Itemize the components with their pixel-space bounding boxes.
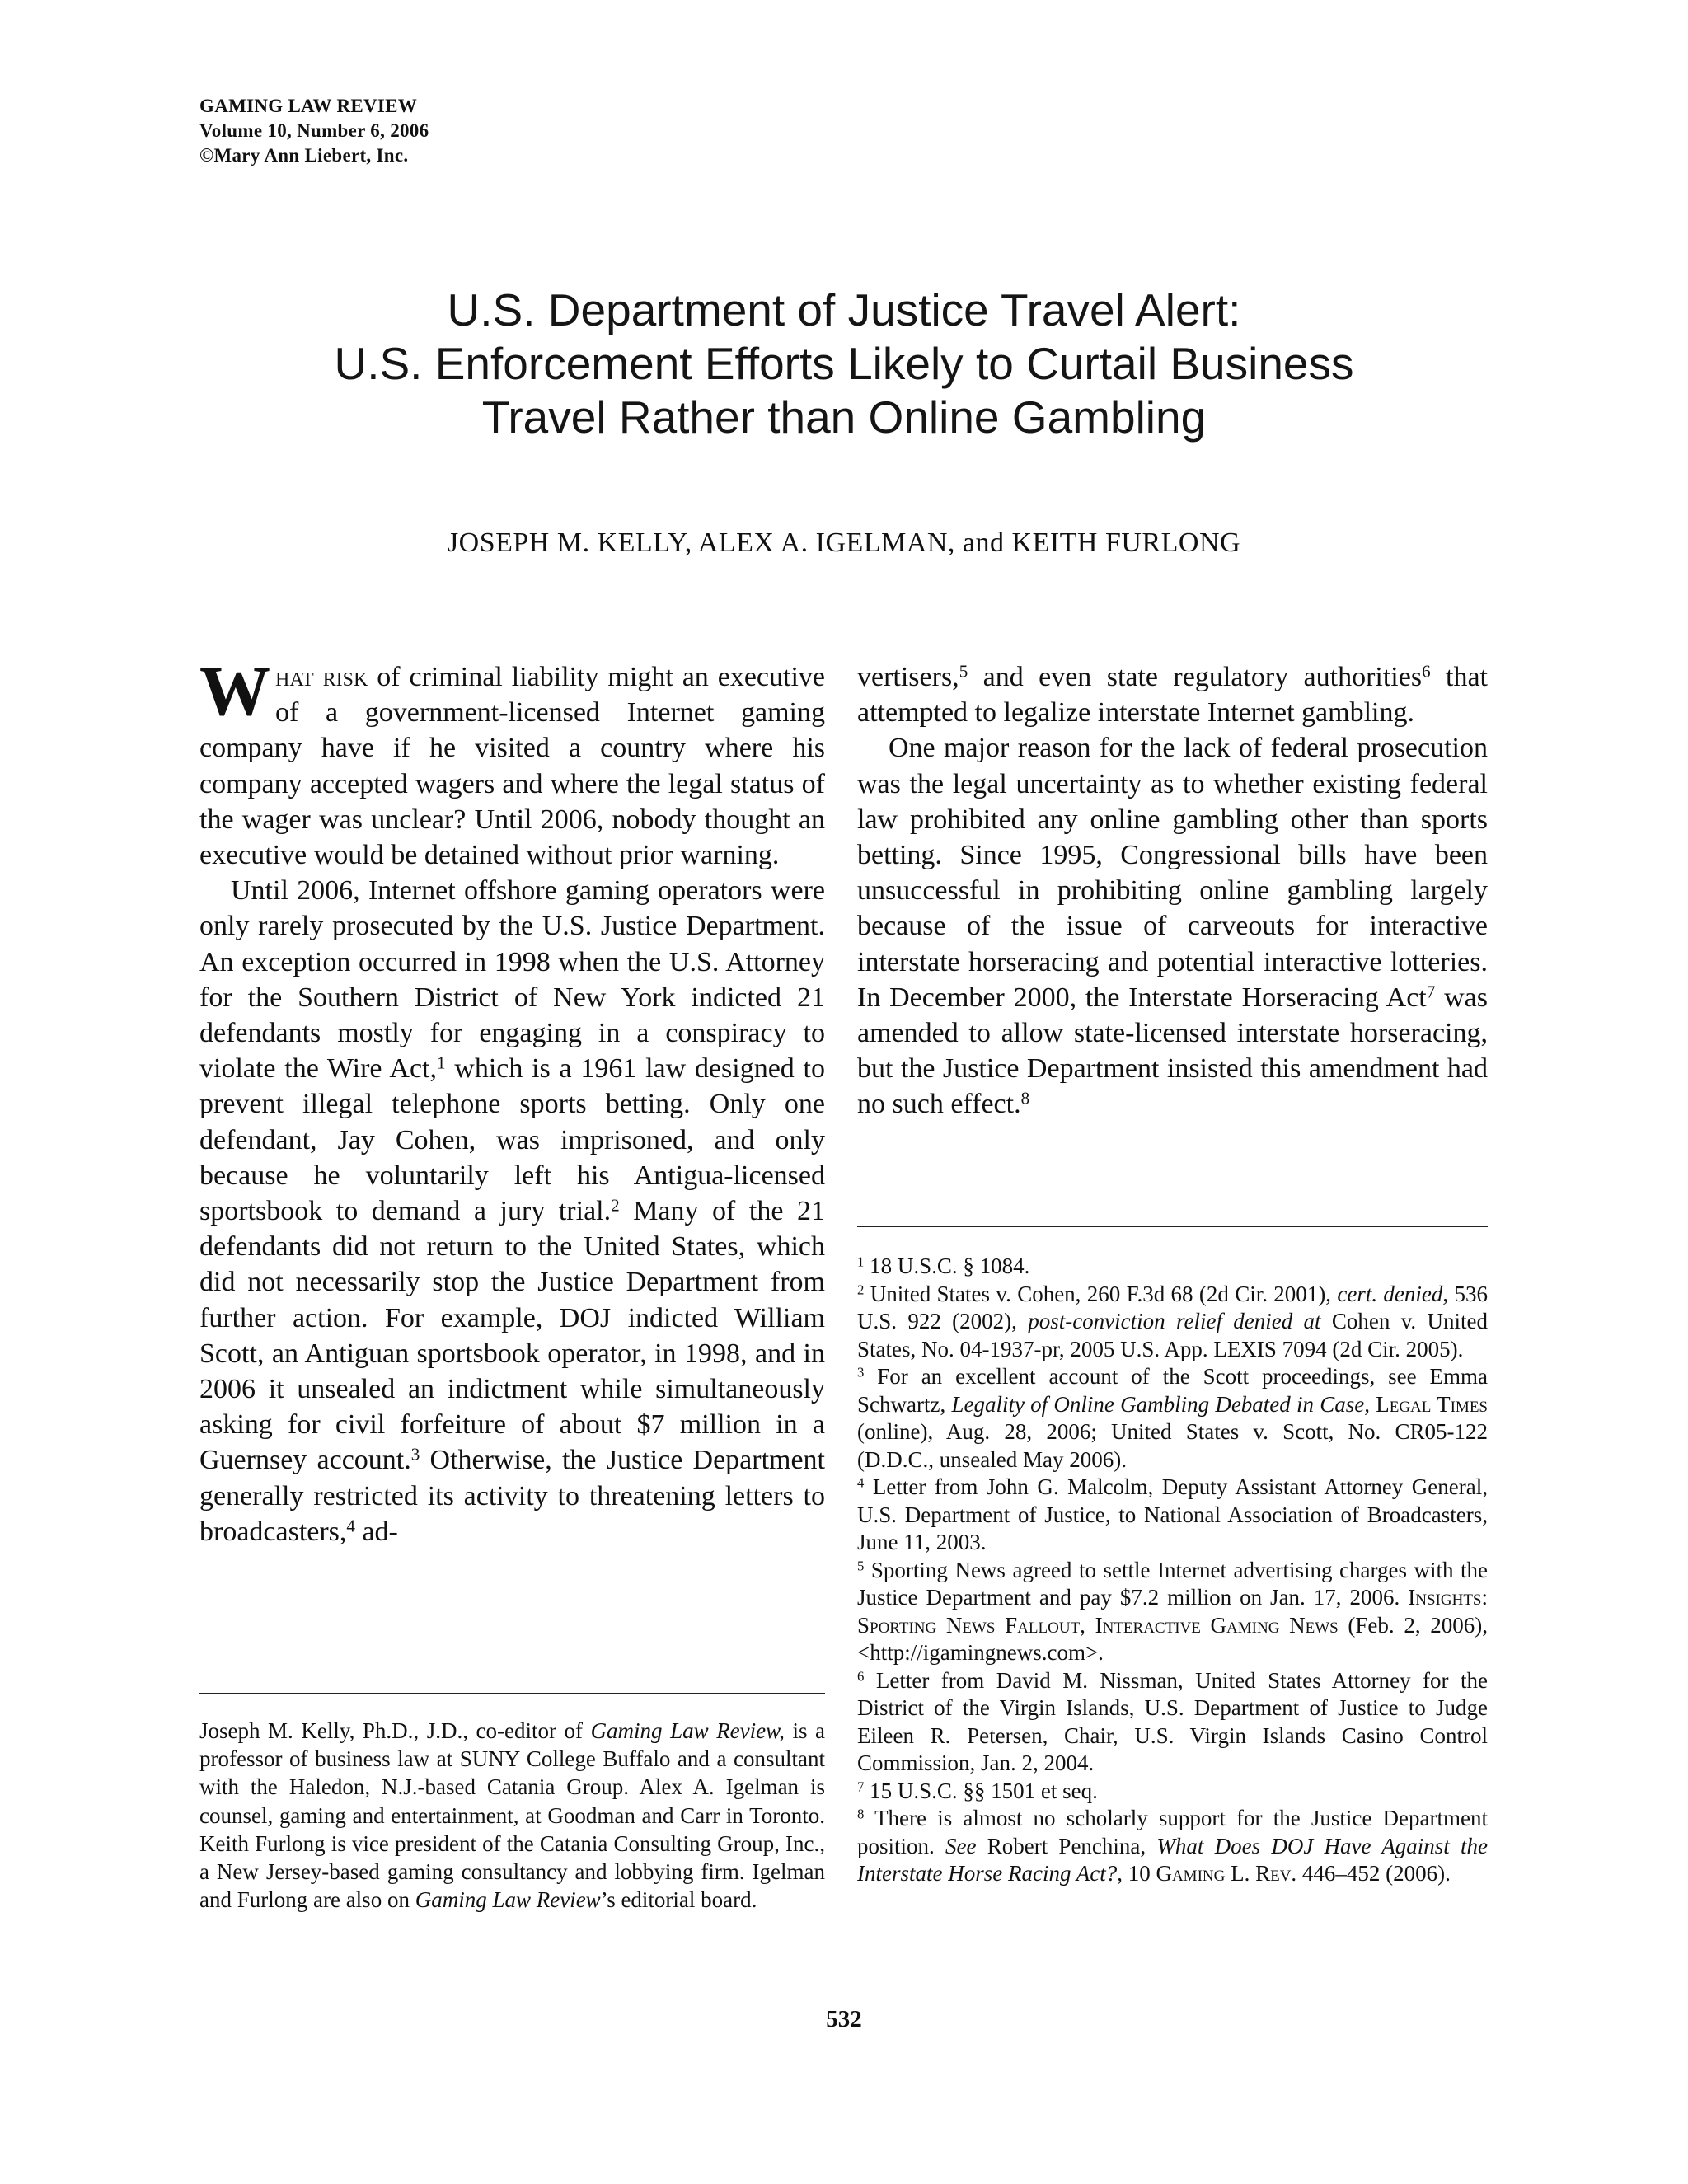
footnote-text: Sporting News agreed to settle Internet advertising charges with the Justice Department and pay $7.2 million on Jan. 17, 2006. [857,1557,1488,1610]
article-title [165,284,1523,444]
footnote-text: Cohen v. United States, No. 04-1937-pr, 2005 U.S. App. LEXIS 7094 (2d Cir. 2005). [857,1309,1488,1361]
body-column-right [857,659,1488,1122]
body-paragraph-1 [199,651,826,873]
footnote-ref-3[interactable]: 3 [410,1444,420,1465]
footnote-1 [857,1253,1488,1281]
footnote-text: (online), Aug. 28, 2006; United States v. Scott, No. CR05-122 (D.D.C., unsealed May 2006). [857,1419,1488,1472]
footnote-number: 4 [857,1474,865,1491]
footnote-5 [857,1557,1488,1667]
footnote-italic: post-conviction relief denied at [1028,1309,1321,1333]
footnote-text: Letter from John G. Malcolm, Deputy Assistant Attorney General, U.S. Department of Justice, to National Association of Broadcasters, June 11, 2003. [857,1474,1488,1554]
footnote-small-caps: Legal Times [1370,1391,1488,1417]
paragraph-text: Otherwise, the Justice Department generally restricted its activity to threatening letters to broadcasters, [199,1445,826,1547]
body-column-left [199,651,826,1549]
author-bio [199,1717,825,1914]
paragraph-text: that attempted to legalize interstate Internet gambling. [857,662,1488,729]
footnote-italic: What Does DOJ Have Against the Interstate Horse Racing Act? [857,1833,1488,1886]
paragraph-text: Many of the 21 defendants did not return to the United States, which did not necessarily stop the Justice Department from further action. For example, DOJ indicted William Scott, an Antiguan sportsbook operator, in 1998, and in 2006 it unsealed an indictment while simultaneously asking for civil forfeiture of about $7 million in a Guernsey account. [199,1196,825,1476]
footnote-text: , 536 U.S. 922 (2002), [857,1281,1488,1333]
footnote-number: 8 [857,1806,865,1822]
footnote-6 [857,1667,1488,1778]
footnote-text: United States v. Cohen, 260 F.3d 68 (2d Cir. 2001), [864,1281,1338,1306]
footnote-ref-6[interactable]: 6 [1422,661,1431,682]
bio-segment: Joseph M. Kelly, Ph.D., J.D., co-editor of [199,1718,591,1743]
paragraph-text: of criminal liability might an executive of a government-licensed Internet gaming company have if he visited a country where his company accepted wagers and where the legal status of the wager was unclear? Until 2006, nobody thought an executive would be detained without prior warning. [199,662,826,871]
footnote-text: 18 U.S.C. § 1084. [864,1254,1030,1278]
bio-segment: is a professor of business law at SUNY College Buffalo and a consultant with the Haledon, N.J.-based Catania Group. Alex A. Igelman is counsel, gaming and entertainment, at Goodman and Carr in Toronto. Keith Furlong is vice president of the Catania Consulting Group, Inc., a New Jersey-based gaming consultancy and lobbying firm. Igelman and Furlong are also on [199,1718,825,1913]
body-paragraph-2: Until 2006, Internet offshore gaming operators were only rarely prosecuted by the U.S. Justice Department. An exception occurred in 1998 when the U.S. Attorney for the Southern District of New York indicted 21 defendants mostly for engaging in a conspiracy to violate the Wire Act,$^1$ which is a 1961 law designed to prevent illegal telephone sports betting. Only one defendant, Jay Cohen, was imprisoned, and only because he voluntarily left his Antigua-licensed sportsbook to demand a jury trial.$^2$ Many of the 21 defendants did not return to the United States, which did not necessarily stop the Justice Department from further action. For example, DOJ indicted William Scott, an Antiguan sportsbook operator, in 1998, and in 2006 it unsealed an indictment while simultaneously asking for civil forfeiture of about $7 million in a Guernsey account.$^3$ Otherwise, the Justice Department generally restricted its activity to threatening letters to broadcasters,$^4$ ad- [199,875,826,1547]
footnote-text: (Feb. 2, 2006), <http://igamingnews.com>. [857,1612,1488,1665]
title-line-3: Travel Rather than Online Gambling [481,391,1207,443]
footnote-text: There is almost no scholarly support for the Justice Department position. [857,1806,1488,1858]
footnote-italic: cert. denied [1337,1281,1443,1306]
footnote-text: Robert Penchina, [976,1833,1157,1858]
footnote-ref-8[interactable]: 8 [1020,1088,1030,1108]
drop-cap: W [199,651,270,730]
paragraph-text: which is a 1961 law designed to prevent illegal telephone sports betting. Only one defendant, Jay Cohen, was imprisoned, and only because he voluntarily left his Antigua-licensed sportsbook to demand a jury trial. [199,1053,825,1227]
page-number: 532 [826,2006,862,2032]
footnote-4 [857,1474,1488,1557]
journal-italic: Gaming Law Review, [590,1718,785,1743]
journal-header [199,94,429,168]
footnotes [857,1253,1488,1888]
opening-small-caps: hat risk [275,662,368,692]
footnote-number: 2 [857,1282,865,1298]
paragraph-text: was amended to allow state-licensed interstate horseracing, but the Justice Department insisted this amendment had no such effect. [857,982,1488,1120]
footnote-7 [857,1778,1488,1806]
footnote-number: 5 [857,1558,865,1574]
footnote-ref-4[interactable]: 4 [346,1516,355,1536]
journal-italic: Gaming Law Review [415,1887,601,1913]
footnote-3 [857,1363,1488,1474]
footnote-ref-5[interactable]: 5 [959,661,968,682]
title-line-2: U.S. Enforcement Efforts Likely to Curtail Business [334,338,1354,389]
footnote-small-caps: Gaming L. Rev. [1156,1861,1297,1886]
footnote-text: Letter from David M. Nissman, United States Attorney for the District of the Virgin Islands, U.S. Department of Justice to Judge Eileen R. Petersen, Chair, U.S. Virgin Islands Casino Control Commission, Jan. 2, 2004. [857,1667,1488,1775]
paragraph-text: One major reason for the lack of federal prosecution was the legal uncertainty as to whether existing federal law prohibited any online gambling other than sports betting. Since 1995, Congressional bills have been unsuccessful in prohibiting online gambling largely because of the issue of carveouts for interactive interstate horseracing and potential interactive lotteries. In December 2000, the Interstate Horseracing Act [857,733,1488,1013]
bio-segment: ’s editorial board. [600,1887,757,1913]
title-line-1: U.S. Department of Justice Travel Alert: [447,284,1241,335]
footnote-text: For an excellent account of the Scott proceedings, see Emma Schwartz, [857,1364,1488,1417]
body-paragraph-3 [857,730,1488,1122]
footnote-divider-right [857,1226,1488,1227]
footnote-number: 6 [857,1668,865,1685]
bio-text [199,1717,825,1914]
footnote-text: 446–452 (2006). [1296,1861,1451,1886]
journal-name: GAMING LAW REVIEW [199,96,418,116]
footnote-2 [857,1281,1488,1364]
paragraph-text: and even state regulatory authorities [968,662,1423,692]
footnote-small-caps: Insights: Sporting News Fallout, Interactive Gaming News [857,1585,1488,1638]
journal-volume: Volume 10, Number 6, 2006 [199,120,429,141]
footnote-ref-2[interactable]: 2 [611,1195,620,1216]
journal-copyright: ©Mary Ann Liebert, Inc. [199,145,409,166]
author-list: JOSEPH M. KELLY, ALEX A. IGELMAN, and KEITH FURLONG [447,527,1241,558]
footnote-italic: See [945,1833,977,1858]
footnote-italic: Legality of Online Gambling Debated in Case, [951,1391,1370,1417]
footnote-divider-left [199,1693,825,1694]
footnote-number: 7 [857,1779,865,1795]
footnote-number: 3 [857,1364,865,1380]
footnote-number: 1 [857,1254,865,1270]
footnote-ref-1[interactable]: 1 [436,1052,446,1073]
footnote-text: , 10 [1117,1861,1156,1886]
footnote-8 [857,1805,1488,1888]
footnote-text: 15 U.S.C. §§ 1501 et seq. [864,1778,1098,1803]
body-paragraph-2-continued: vertisers,$^5$ and even state regulatory authorities$^6$ that attempted to legalize interstate Internet gambling. [857,661,1488,729]
footnote-ref-7[interactable]: 7 [1426,982,1436,1002]
paragraph-text: Until 2006, Internet offshore gaming operators were only rarely prosecuted by the U.S. Justice Department. An exception occurred in 1998 when the U.S. Attorney for the Southern District of New York indicted 21 defendants mostly for engaging in a conspiracy to violate the Wire Act, [199,875,825,1085]
